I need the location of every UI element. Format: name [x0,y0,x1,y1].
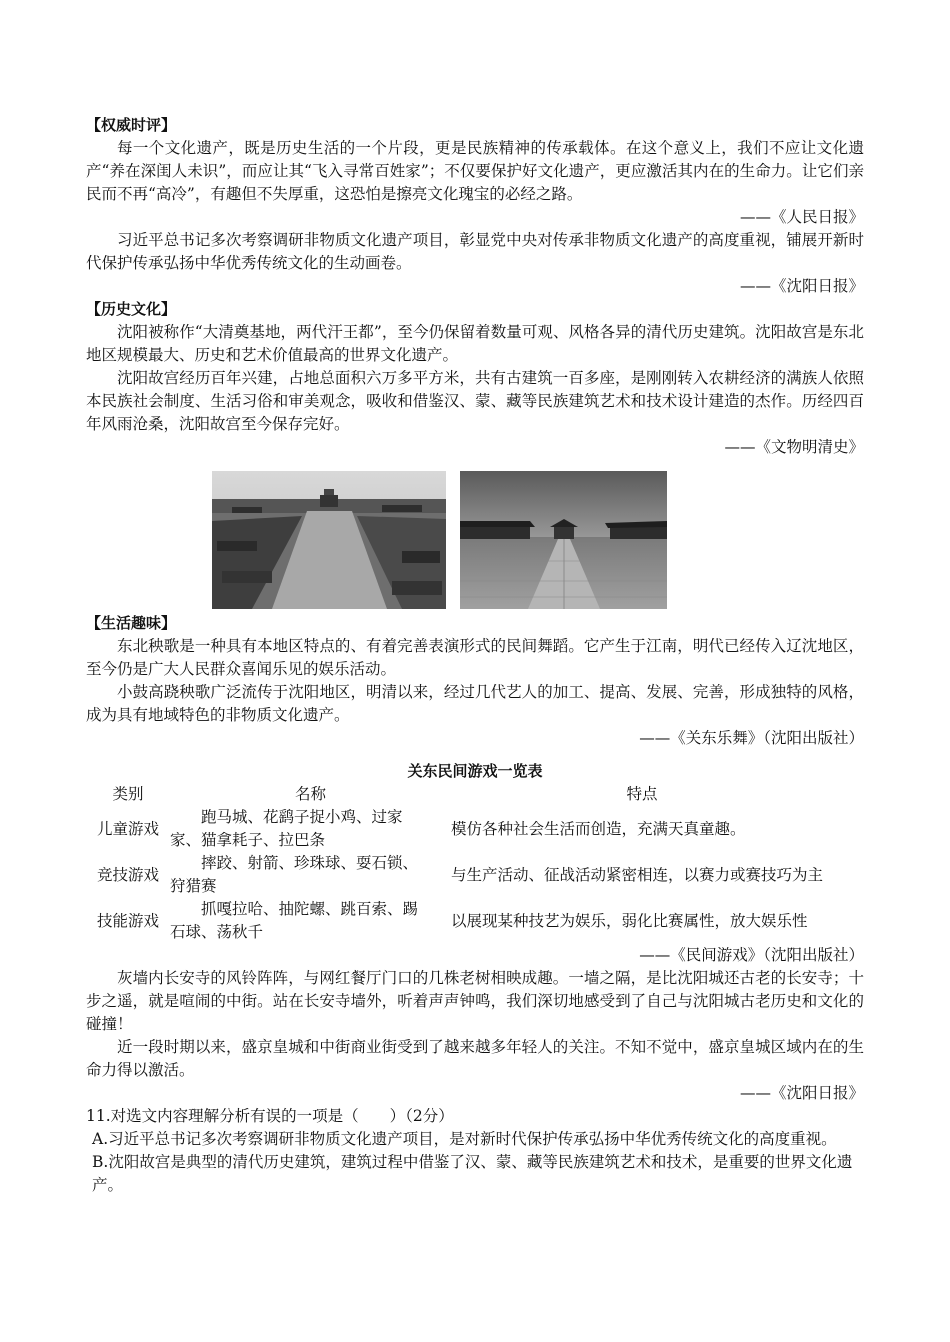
source-citation: ——《民间游戏》（沈阳出版社） [639,946,864,964]
table-row [86,806,864,852]
paragraph: 习近平总书记多次考察调研非物质文化遗产项目，彰显党中央对传承非物质文化遗产的高度重视，铺展开新时代保护传承弘扬中华优秀传统文化的生动画卷。 [86,231,864,272]
section-heading-history: 【历史文化】 [86,300,177,318]
source-citation: ——《沈阳日报》 [739,1084,864,1102]
section-heading-life: 【生活趣味】 [86,614,177,632]
paragraph: 每一个文化遗产，既是历史生活的一个片段，更是民族精神的传承载体。在这个意义上，我们不应让文化遗产“养在深闺人未识”，而应让其“飞入寻常百姓家”；不仅要保护好文化遗产，更应激活其内在的生命力。让它们亲民而不再“高冷”，有趣但不失厚重，这恐怕是擦亮文化瑰宝的必经之路。 [86,139,864,203]
table-cell-names: 摔跤、射箭、珍珠球、耍石锁、狩猎赛 [170,854,419,895]
paragraph: 小鼓高跷秧歌广泛流传于沈阳地区，明清以来，经过几代艺人的加工、提高、发展、完善，形成独特的风格，成为具有地域特色的非物质文化遗产。 [86,683,864,724]
paragraph: 灰墙内长安寺的风铃阵阵，与网红餐厅门口的几株老树相映成趣。一墙之隔，是比沈阳城还古老的长安寺；十步之遥，就是喧闹的中街。站在长安寺墙外，听着声声钟鸣，我们深切地感受到了自己与沈阳城古老历史和文化的碰撞！ [86,969,864,1033]
paragraph: 东北秧歌是一种具有本地区特点的、有着完善表演形式的民间舞蹈。它产生于江南，明代已经传入辽沈地区，至今仍是广大人民群众喜闻乐见的娱乐活动。 [86,637,864,678]
source-citation: ——《文物明清史》 [724,438,864,456]
palace-courtyard-photo [460,471,667,609]
table-cell-category: 儿童游戏 [96,819,159,838]
question-option-a: A.习近平总书记多次考察调研非物质文化遗产项目，是对新时代保护传承弘扬中华优秀传统文化的高度重视。 [92,1130,837,1148]
table-cell-names: 抓嘎拉哈、抽陀螺、跳百索、踢石球、荡秋千 [170,900,419,941]
table-cell-features: 模仿各种社会生活而创造，充满天真童趣。 [451,819,746,838]
paragraph: 近一段时期以来，盛京皇城和中街商业街受到了越来越多年轻人的关注。不知不觉中，盛京皇城区域内在的生命力得以激活。 [86,1038,864,1079]
table-cell-names: 跑马城、花鹞子捉小鸡、过家家、猫拿耗子、拉巴条 [170,808,403,849]
column-header: 特点 [626,785,658,803]
table-title: 关东民间游戏一览表 [407,762,543,780]
article-body [86,114,864,1197]
table-cell-category: 竞技游戏 [96,865,159,884]
column-header: 类别 [112,785,144,803]
table-row [86,898,864,944]
paragraph: 沈阳故宫经历百年兴建，占地总面积六万多平方米，共有古建筑一百多座，是刚刚转入农耕经济的满族人依照本民族社会制度、生活习俗和审美观念，吸收和借鉴汉、蒙、藏等民族建筑艺术和技术设计建造的杰作。历经四百年风雨沧桑，沈阳故宫至今保存完好。 [86,369,864,433]
source-citation: ——《人民日报》 [739,208,864,226]
paragraph: 沈阳被称作“大清奠基地，两代汗王都”，至今仍保留着数量可观、风格各异的清代历史建筑。沈阳故宫是东北地区规模最大、历史和艺术价值最高的世界文化遗产。 [86,323,864,364]
question-option-b: B.沈阳故宫是典型的清代历史建筑，建筑过程中借鉴了汉、蒙、藏等民族建筑艺术和技术，是重要的世界文化遗产。 [92,1153,853,1194]
palace-aerial-photo [212,471,446,609]
column-header: 名称 [294,785,326,803]
section-heading-authority: 【权威时评】 [86,116,177,134]
table-cell-features: 以展现某种技艺为娱乐，弱化比赛属性，放大娱乐性 [451,911,808,930]
table-row [86,852,864,898]
photo-row [212,471,864,609]
games-table [86,783,864,944]
table-header-row [86,783,864,806]
source-citation: ——《沈阳日报》 [739,277,864,295]
source-citation: ——《关东乐舞》（沈阳出版社） [639,729,864,747]
table-cell-features: 与生产活动、征战活动紧密相连，以赛力或赛技巧为主 [451,865,824,884]
table-cell-category: 技能游戏 [96,911,159,930]
question-stem: 11.对选文内容理解分析有误的一项是（ ）（2分） [86,1107,454,1125]
